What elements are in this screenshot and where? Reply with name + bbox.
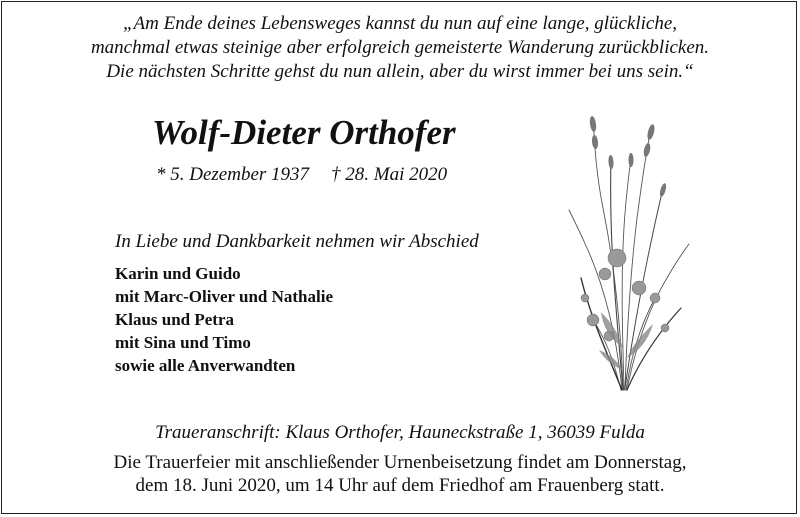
ceremony-line: dem 18. Juni 2020, um 14 Uhr auf dem Friedhof am Frauenberg statt. (135, 475, 665, 496)
quote-line: manchmal etwas steinige aber erfolgreich gemeisterte Wanderung zurückblicken. (90, 37, 710, 58)
ceremony-line: Die Trauerfeier mit anschließender Urnenbeisetzung findet am Donnerstag, (113, 452, 687, 473)
mourner-entry: Karin und Guido (115, 264, 241, 283)
farewell-line: In Liebe und Dankbarkeit nehmen wir Abschied (115, 231, 479, 252)
mourning-address: Traueranschrift: Klaus Orthofer, Hauneckstraße 1, 36039 Fulda (155, 422, 645, 443)
ceremony-info (0, 451, 800, 497)
mourner-entry: sowie alle Anverwandten (115, 356, 296, 375)
quote-line: Die nächsten Schritte gehst du nun allein, aber du wirst immer bei uns sein.“ (106, 61, 694, 82)
mourner-entry: mit Marc-Oliver und Nathalie (115, 287, 333, 306)
dried-flowers-bouquet-icon (565, 98, 695, 398)
memorial-quote (0, 12, 800, 84)
birth-date: * 5. Dezember 1937 (156, 164, 310, 185)
mourners-list (115, 262, 333, 377)
mourner-entry: mit Sina und Timo (115, 333, 251, 352)
quote-line: „Am Ende deines Lebensweges kannst du nun auf eine lange, glückliche, (122, 13, 678, 34)
mourner-entry: Klaus und Petra (115, 310, 235, 329)
death-date: † 28. Mai 2020 (331, 164, 448, 185)
life-dates (156, 164, 447, 186)
deceased-name: Wolf-Dieter Orthofer (152, 113, 456, 152)
